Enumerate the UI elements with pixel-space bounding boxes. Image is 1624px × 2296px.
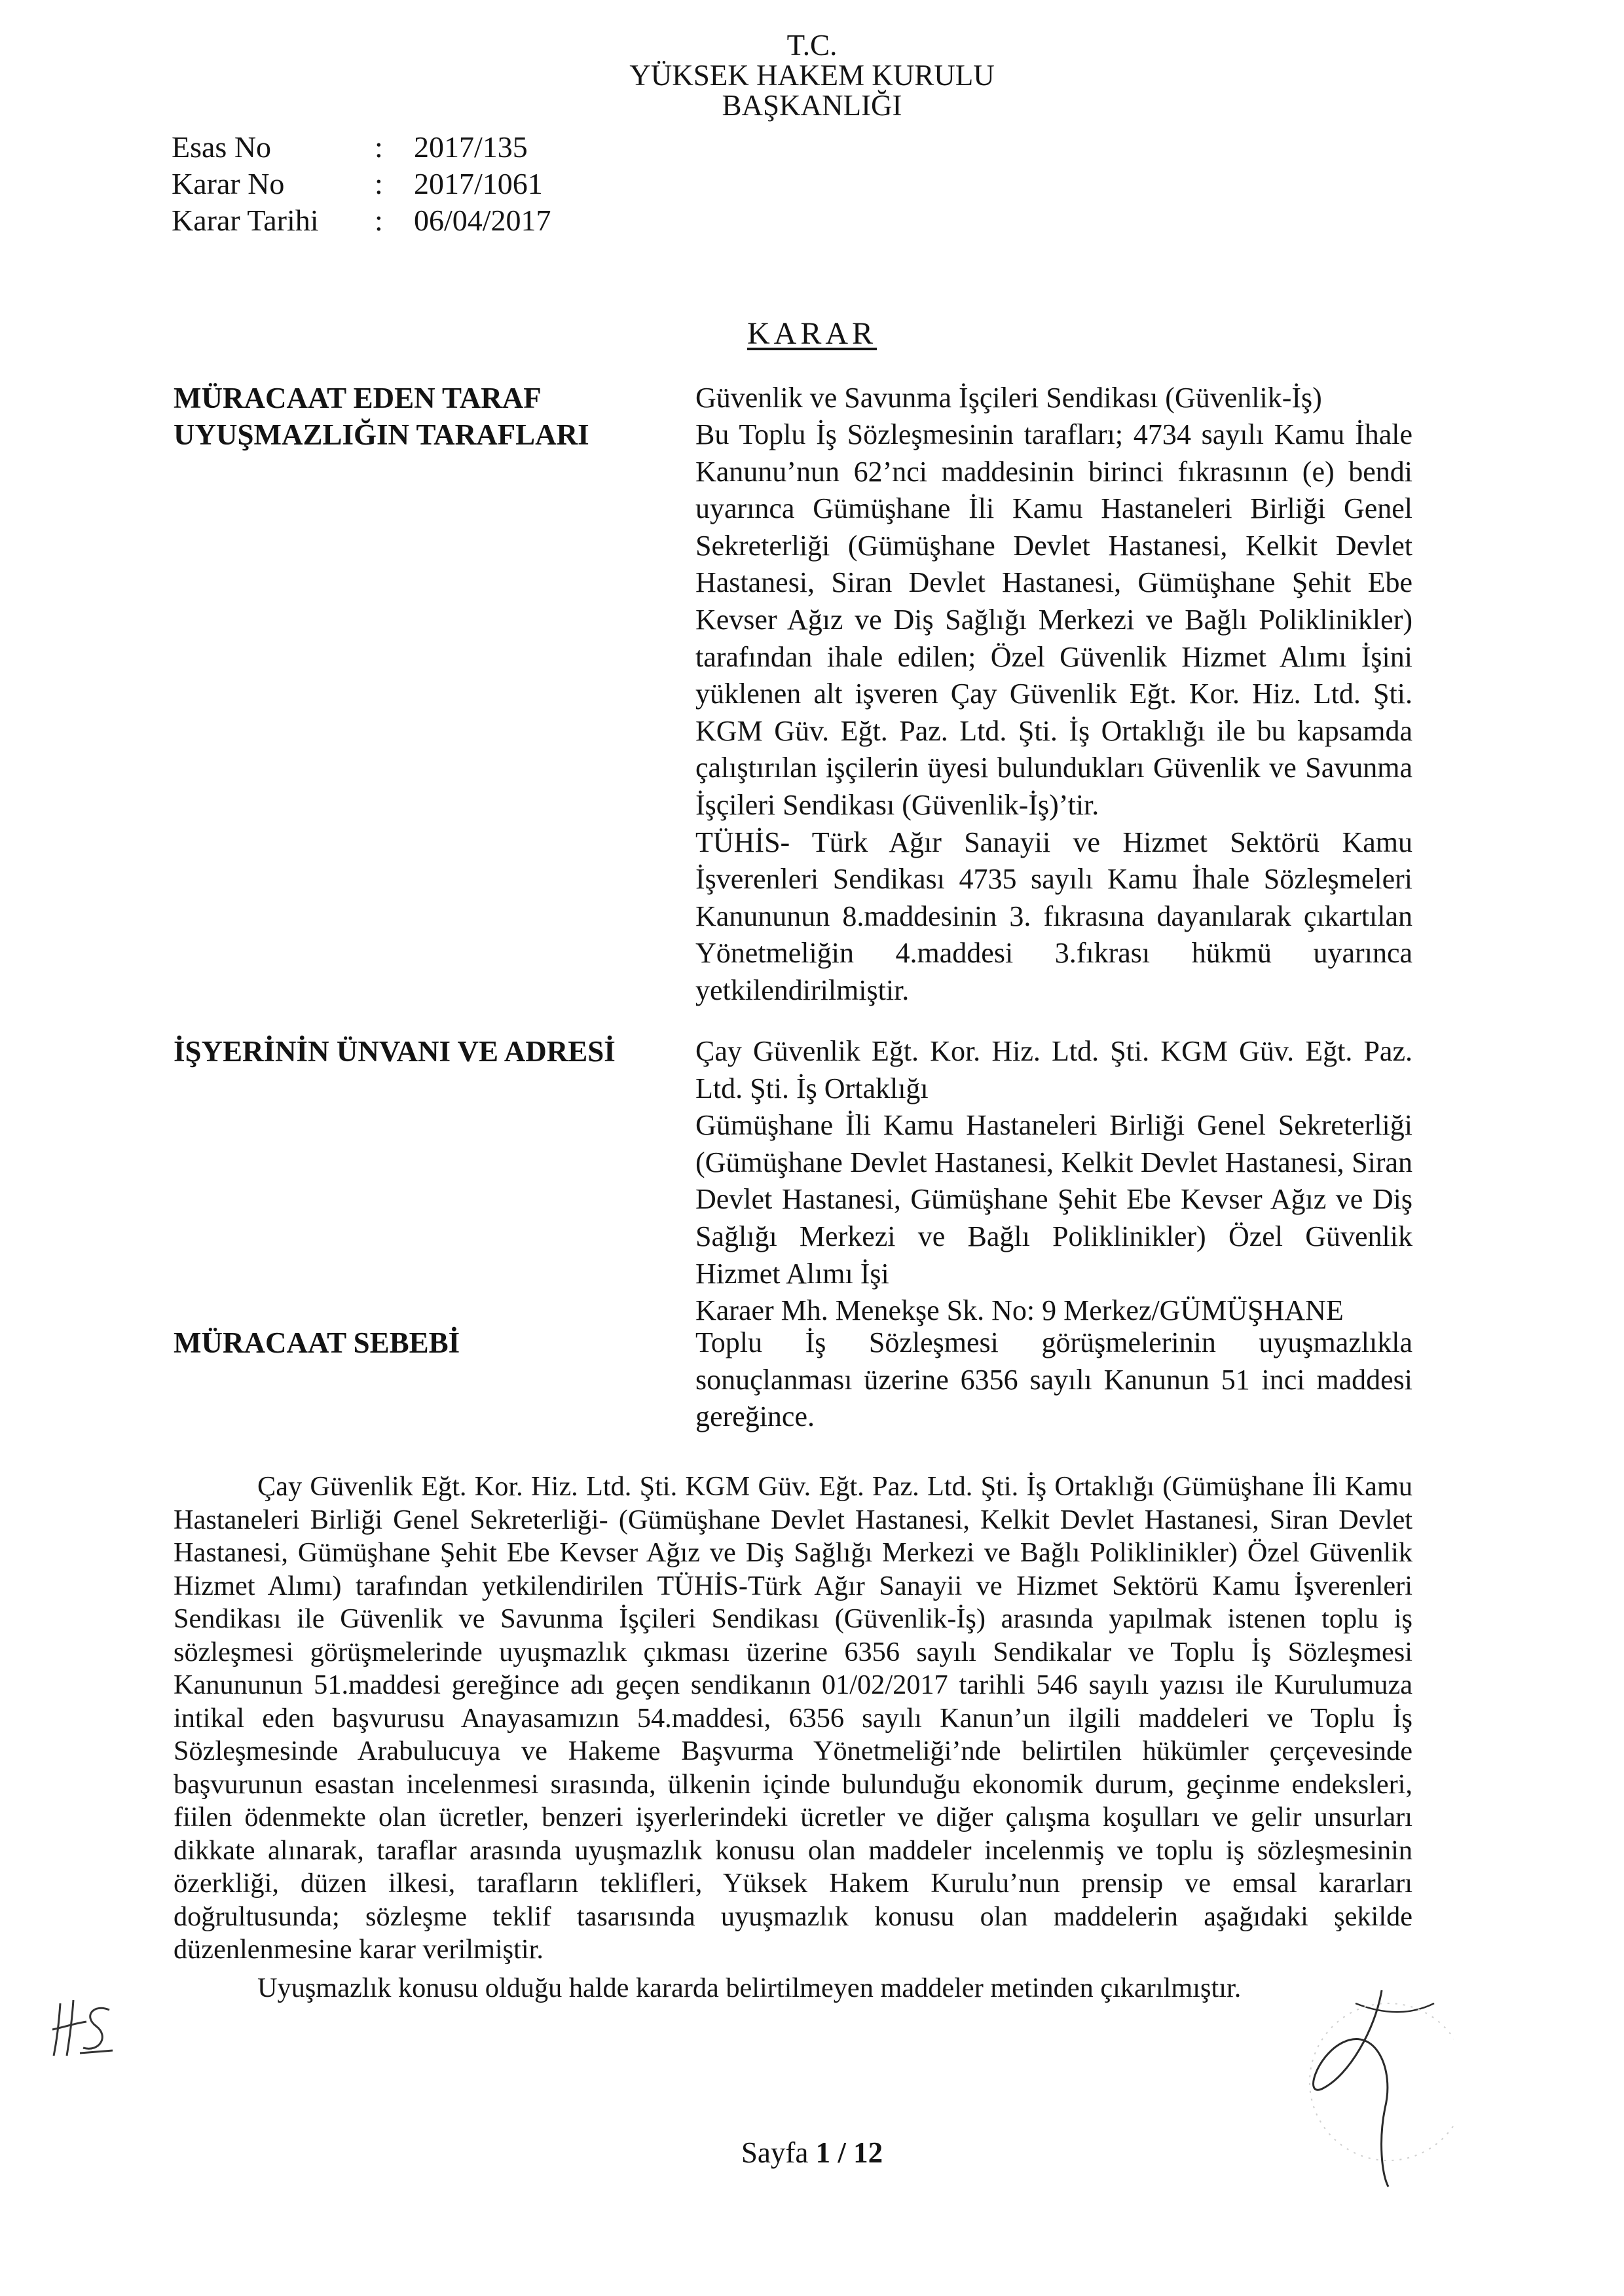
meta-esas-no bbox=[172, 129, 528, 166]
meta-colon: : bbox=[375, 130, 383, 164]
page-label: Sayfa bbox=[741, 2136, 809, 2169]
value-sebep bbox=[695, 1324, 1412, 1436]
paragraph: Güvenlik ve Savunma İşçileri Sendikası (Güvenlik-İş) bbox=[695, 382, 1322, 414]
label-text: İŞYERİNİN ÜNVANI VE ADRESİ bbox=[174, 1035, 616, 1068]
paragraph: Gümüşhane İli Kamu Hastaneleri Birliği Genel Sekreterliği (Gümüşhane Devlet Hastanesi, Kelkit Devlet Hastanesi, Siran Devlet Hastanesi, Gümüşhane Şehit Ebe Kevser Ağız ve Diş Sağlığı Merkezi ve Bağlı Poliklinikler) Özel Güvenlik Hizmet Alımı İşi bbox=[695, 1109, 1412, 1290]
label-isyeri bbox=[174, 1033, 671, 1070]
value-isyeri bbox=[695, 1033, 1412, 1330]
header-tc: T.C. bbox=[786, 29, 838, 62]
meta-colon: : bbox=[375, 167, 383, 200]
value-taraflar bbox=[695, 416, 1412, 1010]
paragraph: Çay Güvenlik Eğt. Kor. Hiz. Ltd. Şti. KGM Güv. Eğt. Paz. Ltd. Şti. İş Ortaklığı (Gümüşhane İli Kamu Hastaneleri Birliği Genel Sekreterliği- (Gümüşhane Devlet Hastanesi, Kelkit Devlet Hastanesi, Siran Devlet Hastanesi, Gümüşhane Şehit Ebe Kevser Ağız ve Diş Sağlığı Merkezi ve Bağlı Poliklinikler) Özel Güvenlik Hizmet Alımı) tarafından yetkilendirilen TÜHİS-Türk Ağır Sanayii ve Hizmet Sektörü Kamu İşverenleri Sendikası ile Güvenlik ve Savunma İşçileri Sendikası (Güvenlik-İş) arasında yapılmak istenen toplu iş sözleşmesi görüşmelerinde uyuşmazlık çıkması üzerine 6356 sayılı Sendikalar ve Toplu İş Sözleşmesi Kanununun 51.maddesi gereğince adı geçen sendikanın 01/02/2017 tarihli 546 sayılı yazısı ile Kurulumuza intikal eden başvurusu Anayasamızın 54.maddesi, 6356 sayılı Kanun’un ilgili maddeleri ve Toplu İş Sözleşmesinde Arabulucuya ve Hakeme Başvurma Yönetmeliği’nde belirtilen hükümler çerçevesinde başvurunun esastan incelenmesi sırasında, ülkenin içinde bulunduğu ekonomik durum, geçinme endeksleri, fiilen ödenmekte olan ücretler, benzeri işyerlerindeki ücretler ve diğer çalışma koşulları ve gelir unsurları dikkate alınarak, taraflar arasında uyuşmazlık konusu olan maddeler incelenmiş ve toplu iş sözleşmesinin özerkliği, düzen ilkesi, tarafların teklifleri, Yüksek Hakem Kurulu’nun prensip ve emsal kararları doğrultusunda; sözleşme teklif tasarısında uyuşmazlık konusu olan maddelerin aşağıdaki şekilde düzenlenmesine karar verilmiştir. bbox=[174, 1471, 1412, 1965]
decision-body bbox=[174, 1470, 1412, 2005]
meta-karar-tarihi bbox=[172, 202, 551, 239]
meta-colon: : bbox=[375, 204, 383, 237]
paragraph: Toplu İş Sözleşmesi görüşmelerinin uyuşmazlıkla sonuçlanması üzerine 6356 sayılı Kanunun 51 inci maddesi gereğince. bbox=[695, 1326, 1412, 1433]
handwritten-initials bbox=[47, 1990, 119, 2062]
paragraph: Uyuşmazlık konusu olduğu halde kararda belirtilmeyen maddeler metinden çıkarılmıştır. bbox=[257, 1972, 1242, 2003]
label-taraflar bbox=[174, 416, 671, 453]
paragraph: TÜHİS- Türk Ağır Sanayii ve Hizmet Sektörü Kamu İşverenleri Sendikası 4735 sayılı Kamu İhale Sözleşmeleri Kanununun 8.maddesinin 3. fıkrasına dayanılarak çıkartılan Yönetmeliğin 4.maddesi 3.fıkrası hükmü uyarınca yetkilendirilmiştir. bbox=[695, 826, 1412, 1006]
header-presidency: BAŞKANLIĞI bbox=[722, 89, 902, 122]
meta-label: Karar Tarihi bbox=[172, 204, 319, 237]
label-text: MÜRACAAT EDEN TARAF bbox=[174, 382, 542, 414]
meta-value: 2017/1061 bbox=[414, 167, 543, 200]
label-muracaat-eden bbox=[174, 380, 671, 416]
page-footer bbox=[0, 2136, 1624, 2170]
paragraph: Çay Güvenlik Eğt. Kor. Hiz. Ltd. Şti. KGM Güv. Eğt. Paz. Ltd. Şti. İş Ortaklığı bbox=[695, 1035, 1412, 1104]
paragraph: Bu Toplu İş Sözleşmesinin tarafları; 4734 sayılı Kamu İhale Kanunu’nun 62’nci maddesinin birinci fıkrasının (e) bendi uyarınca Gümüşhane İli Kamu Hastaneleri Birliği Genel Sekreterliği (Gümüşhane Devlet Hastanesi, Kelkit Devlet Hastanesi, Siran Devlet Hastanesi, Gümüşhane Şehit Ebe Kevser Ağız ve Diş Sağlığı Merkezi ve Bağlı Poliklinikler) tarafından ihale edilen; Özel Güvenlik Hizmet Alımı İşini yüklenen alt işveren Çay Güvenlik Eğt. Kor. Hiz. Ltd. Şti. KGM Güv. Eğt. Paz. Ltd. Şti. İş Ortaklığı ile bu kapsamda çalıştırılan işçilerin üyesi bulundukları Güvenlik ve Savunma İşçileri Sendikası (Güvenlik-İş)’tir. bbox=[695, 418, 1412, 821]
page-number: 1 / 12 bbox=[815, 2136, 883, 2169]
value-muracaat-eden bbox=[695, 380, 1412, 417]
meta-karar-no bbox=[172, 166, 543, 202]
meta-label: Karar No bbox=[172, 167, 285, 200]
label-text: UYUŞMAZLIĞIN TARAFLARI bbox=[174, 418, 589, 451]
label-sebep bbox=[174, 1324, 671, 1361]
paragraph: Karaer Mh. Menekşe Sk. No: 9 Merkez/GÜMÜŞHANE bbox=[695, 1294, 1344, 1327]
label-text: MÜRACAAT SEBEBİ bbox=[174, 1326, 460, 1359]
meta-value: 06/04/2017 bbox=[414, 204, 551, 237]
header-institution: YÜKSEK HAKEM KURULU bbox=[629, 59, 995, 92]
document-title: KARAR bbox=[747, 316, 877, 351]
meta-value: 2017/135 bbox=[414, 130, 528, 164]
document-header bbox=[0, 30, 1624, 120]
meta-label: Esas No bbox=[172, 130, 272, 164]
